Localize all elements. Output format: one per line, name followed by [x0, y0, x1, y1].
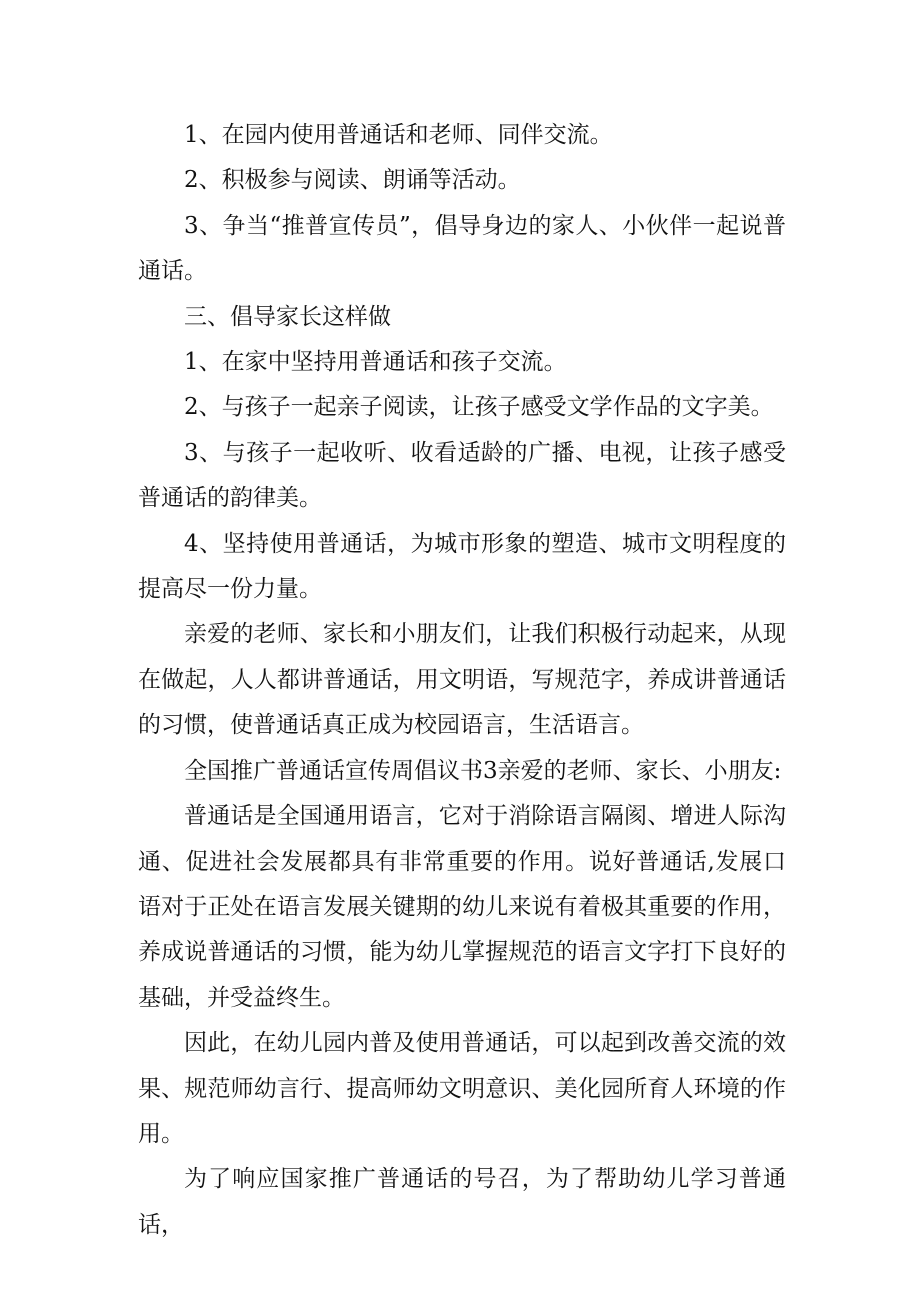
- paragraph-in-response: 为了响应国家推广普通话的号召，为了帮助幼儿学习普通话，: [138, 1166, 786, 1238]
- paragraph-parent-item-3: 3、与孩子一起收听、收看适龄的广播、电视，让孩子感受普通话的韵律美。: [138, 439, 786, 512]
- paragraph-parent-item-1: 1、在家中坚持用普通话和孩子交流。: [184, 349, 567, 376]
- paragraph-parent-item-2: 2、与孩子一起亲子阅读，让孩子感受文学作品的文字美。: [184, 394, 774, 421]
- paragraph-closing-call: 亲爱的老师、家长和小朋友们，让我们积极行动起来，从现在做起，人人都讲普通话，用文明语，写规范字，养成讲普通话的习惯，使普通话真正成为校园语言，生活语言。: [138, 621, 786, 739]
- paragraph-mandarin-importance: 普通话是全国通用语言，它对于消除语言隔阂、增进人际沟通、促进社会发展都具有非常重要的作用。说好普通话,发展口语对于正处在语言发展关键期的幼儿来说有着极其重要的作用，养成说普通话的习惯，能为幼儿掌握规范的语言文字打下良好的基础，并受益终生。: [138, 803, 786, 1011]
- paragraph-therefore: 因此，在幼儿园内普及使用普通话，可以起到改善交流的效果、规范师幼言行、提高师幼文明意识、美化园所育人环境的作用。: [138, 1030, 786, 1147]
- paragraph-child-item-2: 2、积极参与阅读、朗诵等活动。: [184, 167, 521, 194]
- paragraph-parent-item-4: 4、坚持使用普通话，为城市形象的塑造、城市文明程度的提高尽一份力量。: [138, 530, 786, 603]
- document-body: [138, 113, 786, 1248]
- paragraph-child-item-1: 1、在园内使用普通话和老师、同伴交流。: [184, 122, 613, 148]
- paragraph-child-item-3: 3、争当“推普宣传员”，倡导身边的家人、小伙伴一起说普通话。: [138, 212, 786, 285]
- section-heading-parents: 三、倡导家长这样做: [184, 303, 391, 330]
- paragraph-new-proposal-title: 全国推广普通话宣传周倡议书3亲爱的老师、家长、小朋友:: [184, 757, 782, 784]
